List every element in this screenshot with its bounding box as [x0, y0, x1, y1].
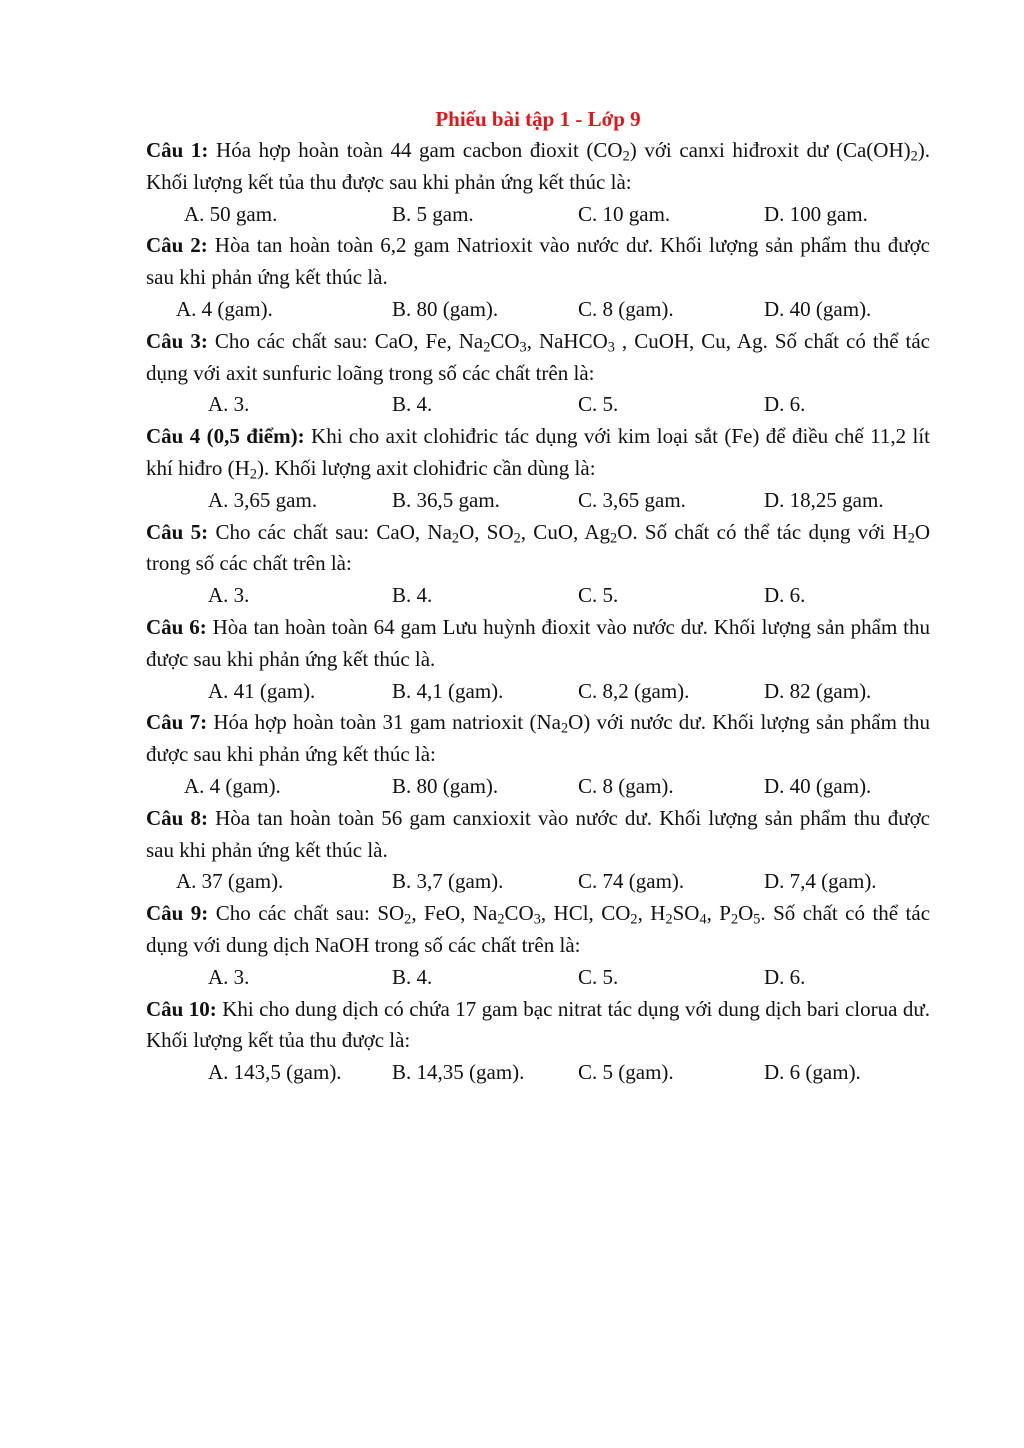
subscript: 2	[610, 530, 618, 547]
answer-option-d[interactable]: D. 18,25 gam.	[764, 487, 884, 512]
question-fragment: , NaHCO	[526, 328, 608, 353]
answer-option-a[interactable]: A. 3.	[208, 964, 250, 989]
question-text	[146, 517, 930, 581]
answer-option-b[interactable]: B. 4,1 (gam).	[392, 678, 504, 703]
question-fragment: , CuO, Ag	[520, 519, 611, 544]
question-fragment: , P	[706, 901, 731, 926]
answer-options	[146, 485, 930, 517]
answer-option-c[interactable]: C. 3,65 gam.	[578, 487, 686, 512]
question-list	[146, 135, 930, 1089]
question-label: Câu 8:	[146, 805, 208, 830]
question-text	[146, 994, 930, 1058]
question-fragment: SO	[672, 901, 700, 926]
question-label: Câu 9:	[146, 901, 209, 926]
question-text	[146, 612, 930, 676]
answer-option-c[interactable]: C. 5.	[578, 964, 619, 989]
answer-option-a[interactable]: A. 3,65 gam.	[208, 487, 318, 512]
question-fragment: Khi cho axit clohiđric tác dụng với kim loại sắt (Fe) để điều chế 11,2 lít khí hiđro (H	[146, 424, 931, 480]
question-fragment: , HCl, CO	[540, 901, 631, 926]
question-fragment: Hòa tan hoàn toàn 56 gam canxioxit vào nước dư. Khối lượng sản phẩm thu được sau khi phản ứng kết thúc là.	[146, 805, 930, 862]
question-text	[146, 421, 930, 485]
answer-options	[146, 1057, 930, 1089]
subscript: 3	[607, 339, 615, 356]
subscript: 2	[404, 911, 412, 928]
subscript: 4	[699, 911, 707, 928]
question-fragment: , H	[637, 901, 666, 926]
question-fragment: , FeO, Na	[411, 901, 498, 926]
answer-option-a[interactable]: A. 41 (gam).	[208, 678, 316, 703]
subscript: 2	[730, 911, 739, 928]
subscript: 5	[753, 911, 761, 928]
answer-option-a[interactable]: A. 4 (gam).	[184, 773, 281, 798]
answer-option-b[interactable]: B. 3,7 (gam).	[392, 869, 504, 894]
answer-option-a[interactable]: A. 143,5 (gam).	[208, 1060, 342, 1085]
answer-option-b[interactable]: B. 80 (gam).	[392, 773, 499, 798]
question-fragment: CO	[504, 901, 534, 926]
question-text	[146, 135, 930, 199]
question-label: Câu 5:	[146, 519, 209, 544]
answer-option-a[interactable]: A. 3.	[208, 392, 250, 417]
question-fragment: O	[738, 901, 754, 926]
answer-option-d[interactable]: D. 6.	[764, 964, 806, 989]
question-fragment: ). Khối lượng kết tủa thu được sau khi phản ứng kết thúc là:	[146, 138, 930, 194]
answer-options	[146, 294, 930, 326]
subscript: 2	[513, 530, 521, 547]
answer-option-d[interactable]: D. 82 (gam).	[764, 678, 872, 703]
answer-options	[146, 389, 930, 421]
question-label: Câu 2:	[146, 233, 208, 258]
answer-option-d[interactable]: D. 6 (gam).	[764, 1060, 861, 1085]
answer-option-c[interactable]: C. 5.	[578, 392, 619, 417]
answer-option-c[interactable]: C. 10 gam.	[578, 201, 671, 226]
answer-option-b[interactable]: B. 4.	[392, 392, 433, 417]
question-label: Câu 10:	[146, 996, 217, 1021]
subscript: 2	[665, 911, 673, 928]
answer-option-d[interactable]: D. 6.	[764, 392, 806, 417]
answer-option-d[interactable]: D. 40 (gam).	[764, 296, 872, 321]
question-fragment: O. Số chất có thể tác dụng với H	[617, 519, 908, 544]
answer-options	[146, 199, 930, 231]
answer-option-d[interactable]: D. 40 (gam).	[764, 773, 872, 798]
question-text	[146, 898, 930, 962]
answer-option-b[interactable]: B. 36,5 gam.	[392, 487, 500, 512]
subscript: 3	[533, 911, 541, 928]
question-fragment: Cho các chất sau: CaO, Na	[215, 519, 452, 544]
answer-option-a[interactable]: A. 37 (gam).	[176, 869, 284, 894]
answer-option-d[interactable]: D. 100 gam.	[764, 201, 868, 226]
question-fragment: Cho các chất sau: CaO, Fe, Na	[214, 328, 484, 353]
answer-option-b[interactable]: B. 4.	[392, 964, 433, 989]
question-text	[146, 803, 930, 867]
question-fragment: O) với nước dư. Khối lượng sản phẩm thu được sau khi phản ứng kết thúc là:	[146, 710, 931, 767]
answer-option-c[interactable]: C. 5.	[578, 583, 619, 608]
question-label: Câu 7:	[146, 710, 208, 735]
question-label: Câu 1:	[146, 138, 209, 162]
question-fragment: Khi cho dung dịch có chứa 17 gam bạc nitrat tác dụng với dung dịch bari clorua dư. Khối lượng kết tủa thu được là:	[146, 996, 930, 1053]
answer-option-c[interactable]: C. 8 (gam).	[578, 773, 674, 798]
subscript: 2	[249, 466, 257, 483]
question-text	[146, 326, 930, 390]
answer-options	[146, 580, 930, 612]
question-label: Câu 6:	[146, 614, 207, 639]
answer-option-d[interactable]: D. 6.	[764, 583, 806, 608]
question-fragment: Hóa hợp hoàn toàn 44 gam cacbon đioxit (CO	[216, 138, 623, 162]
question-fragment: CO	[490, 328, 520, 353]
subscript: 2	[907, 530, 915, 547]
subscript: 2	[483, 339, 491, 356]
answer-option-b[interactable]: B. 5 gam.	[392, 201, 474, 226]
answer-options	[146, 962, 930, 994]
subscript: 3	[519, 339, 527, 356]
question-fragment: . Số chất có thể tác dụng với dung dịch NaOH trong số các chất trên là:	[146, 901, 931, 957]
answer-option-b[interactable]: B. 14,35 (gam).	[392, 1060, 525, 1085]
question-label: Câu 4 (0,5 điểm):	[146, 424, 305, 449]
answer-option-b[interactable]: B. 4.	[392, 583, 433, 608]
question-text	[146, 707, 930, 771]
question-fragment: O trong số các chất trên là:	[146, 519, 930, 576]
answer-option-c[interactable]: C. 8 (gam).	[578, 296, 674, 321]
question-fragment: Hòa tan hoàn toàn 64 gam Lưu huỳnh đioxit vào nước dư. Khối lượng sản phẩm thu được sau khi phản ứng kết thúc là.	[146, 614, 931, 671]
subscript: 2	[561, 720, 569, 737]
answer-option-a[interactable]: A. 3.	[208, 583, 250, 608]
subscript: 2	[630, 911, 638, 928]
answer-option-b[interactable]: B. 80 (gam).	[392, 296, 499, 321]
answer-option-d[interactable]: D. 7,4 (gam).	[764, 869, 877, 894]
answer-option-a[interactable]: A. 50 gam.	[184, 201, 278, 226]
question-text	[146, 230, 930, 294]
question-fragment: Hòa tan hoàn toàn 6,2 gam Natrioxit vào nước dư. Khối lượng sản phẩm thu được sau khi phản ứng kết thúc là.	[146, 233, 930, 290]
subscript: 2	[497, 911, 505, 928]
question-fragment: , CuOH, Cu, Ag. Số chất có thể tác dụng với axit sunfuric loãng trong số các chất trên là:	[146, 328, 930, 385]
answer-option-c[interactable]: C. 5 (gam).	[578, 1060, 674, 1085]
answer-options	[146, 676, 930, 708]
question-fragment: ). Khối lượng axit clohiđric cần dùng là:	[256, 455, 596, 480]
subscript: 2	[622, 148, 630, 165]
question-label: Câu 3:	[146, 328, 208, 353]
answer-options	[146, 866, 930, 898]
worksheet	[146, 103, 930, 1089]
question-fragment: O, SO	[459, 519, 514, 544]
page-title: Phiếu bài tập 1 - Lớp 9	[435, 107, 641, 131]
subscript: 2	[910, 148, 918, 165]
answer-options	[146, 771, 930, 803]
subscript: 2	[451, 530, 460, 547]
question-fragment: ) với canxi hiđroxit dư (Ca(OH)	[629, 138, 911, 162]
question-fragment: Cho các chất sau: SO	[215, 901, 405, 926]
question-fragment: Hóa hợp hoàn toàn 31 gam natrioxit (Na	[213, 710, 561, 735]
answer-option-a[interactable]: A. 4 (gam).	[176, 296, 273, 321]
answer-option-c[interactable]: C. 74 (gam).	[578, 869, 685, 894]
answer-option-c[interactable]: C. 8,2 (gam).	[578, 678, 690, 703]
